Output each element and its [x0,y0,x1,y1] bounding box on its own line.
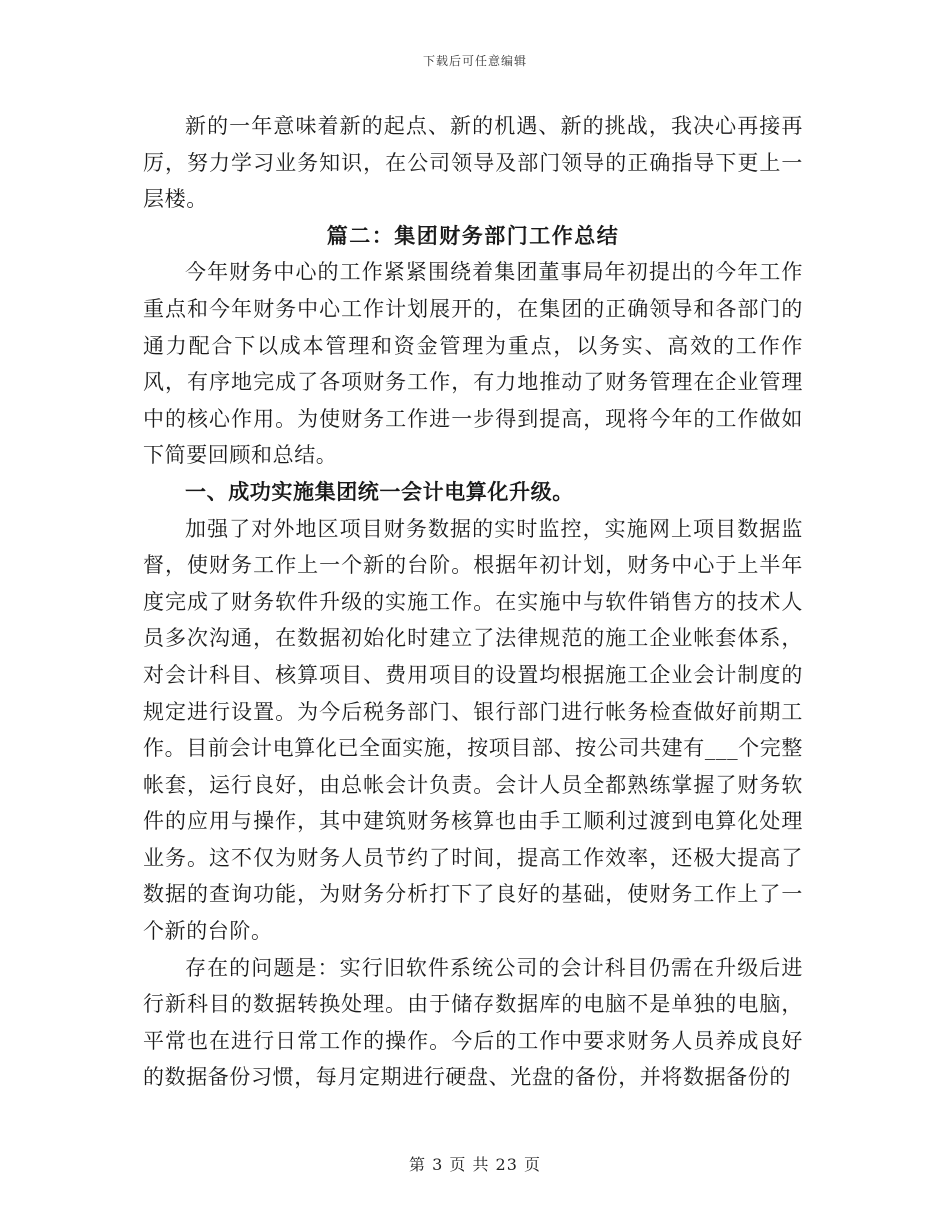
paragraph-summary: 今年财务中心的工作紧紧围绕着集团董事局年初提出的今年工作重点和今年财务中心工作计划展开的，在集团的正确领导和各部门的通力配合下以成本管理和资金管理为重点，以务实、高效的工作作风，有序地完成了各项财务工作，有力地推动了财务管理在企业管理中的核心作用。为使财务工作进一步得到提高，现将今年的工作做如下简要回顾和总结。 [143,260,803,468]
heading-1: 一、成功实施集团统一会计电算化升级。 [185,479,574,504]
document-body [143,108,803,1096]
page-footer: 第 3 页 共 23 页 [409,1155,541,1174]
paragraph-detail: 加强了对外地区项目财务数据的实时监控，实施网上项目数据监督，使财务工作上一个新的台阶。根据年初计划，财务中心于上半年度完成了财务软件升级的实施工作。在实施中与软件销售方的技术人员多次沟通，在数据初始化时建立了法律规范的施工企业帐套体系，对会计科目、核算项目、费用项目的设置均根据施工企业会计制度的规定进行设置。为今后税务部门、银行部门进行帐务检查做好前期工作。目前会计电算化已全面实施，按项目部、按公司共建有___个完整帐套，运行良好，由总帐会计负责。会计人员全都熟练掌握了财务软件的应用与操作，其中建筑财务核算也由手工顺利过渡到电算化处理业务。这不仅为财务人员节约了时间，提高工作效率，还极大提高了数据的查询功能，为财务分析打下了良好的基础，使财务工作上了一个新的台阶。 [143,516,803,944]
header-note: 下载后可任意编辑 [422,54,527,68]
paragraph-problems: 存在的问题是：实行旧软件系统公司的会计科目仍需在升级后进行新科目的数据转换处理。由于储存数据库的电脑不是单独的电脑，平常也在进行日常工作的操作。今后的工作中要求财务人员养成良好的数据备份习惯，每月定期进行硬盘、光盘的备份，并将数据备份的 [143,955,803,1090]
section-title: 篇二：集团财务部门工作总结 [326,223,620,248]
paragraph-intro-end: 新的一年意味着新的起点、新的机遇、新的挑战，我决心再接再厉，努力学习业务知识，在公司领导及部门领导的正确指导下更上一层楼。 [143,114,803,212]
